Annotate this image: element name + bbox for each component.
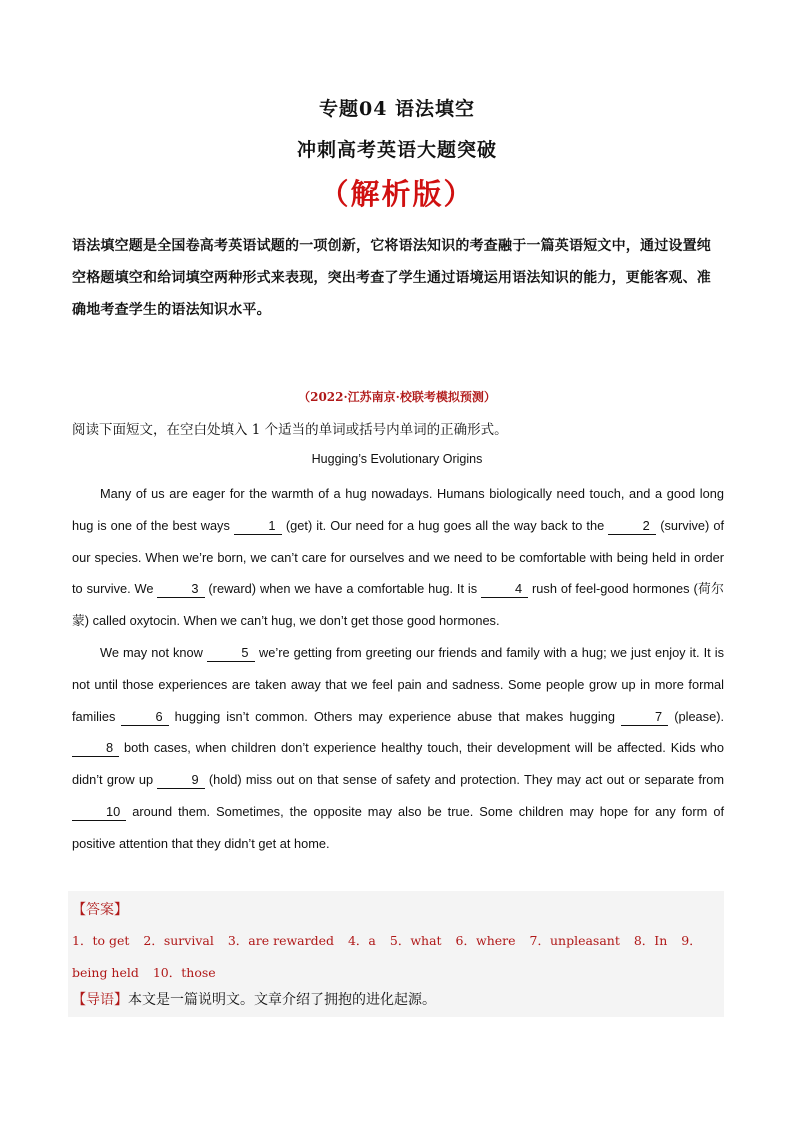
passage-text: both cases, when children don’t experience healthy touch, their development will be affected. Kids who didn’t grow up (72, 740, 724, 788)
instruction-text: 阅读下面短文，在空白处填入 1 个适当的单词或括号内单词的正确形式。 (72, 422, 508, 438)
passage-title: Hugging’s Evolutionary Origins (311, 452, 483, 466)
passage-text: hugging isn’t common. Others may experience abuse that makes hugging (168, 708, 622, 724)
passage-text: (reward) when we have a comfortable hug. It is (204, 581, 482, 597)
passage-text: (please). (668, 708, 725, 724)
passage-body (72, 478, 724, 860)
answer-list (72, 925, 712, 989)
passage-text: (hold) miss out on that sense of safety and protection. They may act out or separate from (204, 772, 725, 788)
blank-5: 5 (207, 645, 255, 662)
guide-text: 本文是一篇说明文。文章介绍了拥抱的进化起源。 (128, 992, 436, 1008)
passage-text: (survive) of our species. When we’re born, we can’t care for ourselves and we need to be comfortable with being held in order to survive. We (72, 517, 725, 597)
answer-item: 10．those (152, 965, 216, 980)
question-source: （2022·江苏南京·校联考模拟预测） (298, 390, 496, 404)
passage-text: (get) it. Our need for a hug goes all the way back to the (281, 517, 609, 533)
passage-text: we’re getting from greeting our friends and family with a hug; we just enjoy it. It is not until those experiences are taken away that we feel pain and sadness. Some people grow up in more formal families (72, 644, 724, 724)
topic-title: 专题04 语法填空 (318, 98, 476, 120)
answer-item: 9．being held (72, 933, 702, 980)
blank-2: 2 (608, 518, 656, 535)
intro-paragraph: 语法填空题是全国卷高考英语试题的一项创新，它将语法知识的考查融于一篇英语短文中，通过设置纯空格题填空和给词填空两种形式来表现，突出考查了学生通过语境运用语法知识的能力，更能客观、准确地考查学生的语法知识水平。 (72, 238, 711, 318)
blank-10: 10 (72, 804, 126, 821)
blank-9: 9 (157, 772, 204, 789)
blank-7: 7 (621, 709, 668, 726)
answer-item: 1．to get (72, 933, 130, 948)
passage-paragraph-2 (72, 637, 724, 860)
answer-item: 8．In (633, 933, 668, 948)
answer-box (68, 891, 724, 1017)
answer-item: 6．where (455, 933, 516, 948)
passage-text: We may not know (100, 644, 207, 660)
blank-8: 8 (72, 740, 119, 757)
answer-label: 【答案】 (72, 902, 128, 918)
answer-item: 5．what (389, 933, 442, 948)
blank-3: 3 (157, 581, 204, 598)
passage-text: Many of us are eager for the warmth of a hug nowadays. Humans biologically need touch, and a good long hug is one of the best ways (72, 486, 724, 533)
answer-item: 4．a (347, 933, 376, 948)
blank-4: 4 (481, 581, 528, 598)
passage-text: around them. Sometimes, the opposite may also be true. Some children may hope for any form of positive attention that they didn’t get at home. (72, 803, 724, 851)
passage-text: rush of feel-good hormones (荷尔蒙) called oxytocin. When we can’t hug, we don’t get those good hormones. (72, 581, 724, 629)
blank-6: 6 (121, 709, 168, 726)
edition-label: （解析版） (319, 177, 475, 211)
blank-1: 1 (234, 518, 282, 535)
guide-line (72, 989, 436, 1009)
passage-paragraph-1 (72, 478, 724, 637)
answer-item: 7．unpleasant (529, 933, 620, 948)
answer-item: 3．are rewarded (227, 933, 334, 948)
answer-item: 2．survival (143, 933, 214, 948)
subtitle: 冲刺高考英语大题突破 (296, 139, 497, 161)
guide-label: 【导语】 (72, 992, 128, 1008)
